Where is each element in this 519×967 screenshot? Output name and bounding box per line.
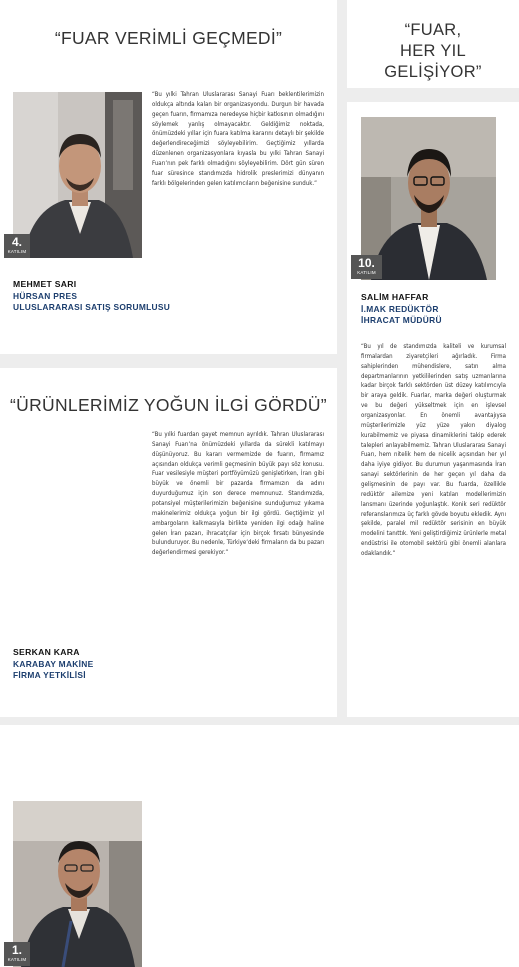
portrait-photo — [13, 801, 142, 967]
portrait-mehmet-sari — [13, 92, 142, 258]
gutter-left-horizontal — [0, 354, 337, 368]
badge-number: 4. — [11, 235, 22, 249]
badge-label: KATILIM — [357, 270, 376, 275]
company-line-1: İ.MAK REDÜKTÖR — [361, 304, 439, 314]
heading-line-2: HER YIL — [400, 42, 466, 60]
article-heading: “FUAR VERİMLİ GEÇMEDİ” — [54, 28, 283, 48]
quote-text: “Bu yılki fuardan gayet memnun ayrıldık. Tahran Uluslararası Sanayi Fuarı’na önümüzdeki yıllarda da sürekli katılmayı düşünüyoruz. Bu kararı vermemizde de fuarın, firmamız açısından oldukça verimli geçmesinin büyük payı söz konusu. Fuar vesilesiyle müşteri portföyümüzü genişletirken, İran gibi büyük ve önemli bir pazarda firmamızın da adını duyurduğumuz için son derece memnunuz. Standımızda, potansiyel müşterilerimizin beğenisine sunduğumuz yıkama makinelerimiz oldukça yoğun bir ilgi gördü. Geçtiğimiz yıl ambargoların kalkmasıyla birlikte yeniden ilgi odağı haline gelen İran pazarı, ihracatçılar için birçok fırsatı bünyesinde bulunduruyor. Bu nedenle, Türkiye’deki firmaların da bu pazarı değerlendirmesi gerekiyor.” — [152, 431, 324, 557]
person-name: SERKAN KARA — [13, 647, 80, 657]
company-line-2: İHRACAT MÜDÜRÜ — [361, 315, 442, 325]
badge-number: 1. — [11, 943, 22, 957]
gutter-middle-vertical — [337, 0, 347, 725]
participation-badge — [4, 942, 30, 966]
article-salim-haffar-heading — [347, 0, 519, 88]
portrait-serkan-kara — [13, 801, 142, 967]
portrait-photo — [13, 92, 142, 258]
company-line-1: KARABAY MAKİNE — [13, 659, 94, 669]
article-mehmet-sari — [0, 0, 337, 354]
article-heading: “ÜRÜNLERİMİZ YOĞUN İLGİ GÖRDÜ” — [10, 395, 327, 415]
heading-line-3: GELİŞİYOR” — [384, 63, 482, 81]
gutter-right-top — [347, 88, 519, 102]
company-line-2: ULUSLARARASI SATIŞ SORUMLUSU — [13, 302, 171, 312]
heading-line-1: “FUAR, — [404, 21, 462, 39]
participation-badge — [351, 255, 382, 279]
participation-badge — [4, 234, 30, 258]
badge-number: 10. — [358, 256, 375, 270]
article-heading — [347, 20, 519, 83]
article-serkan-kara — [0, 368, 337, 962]
quote-text: “Bu yıl de standımızda kaliteli ve kurumsal firmalardan ziyaretçileri ağırladık. Firma sahiplerinden mühendislere, satın alma departmanlarının yetkililerinden satış uzmanlarına kadar birçok farklı sektörden üst düzey katılımcıyla bir araya geldik. Fuarlar, marka değeri oluşturmak ve bu değeri yükseltmek için en işlevsel organizasyonlar. En önemli avantajıysa müşterilerimizle yüz yüze yakın diyalog kurabilmemiz ve piyasa dinamiklerini takip ederek talepleri anlayabilmemiz. Tahran Uluslararası Sanayi Fuarı, hem nitelik hem de nicelik açısından her yıl daha iyiye gidiyor. Bu durumun yaşanmasında İran sanayi sektörlerinin de her geçen yıl daha da gelişmesinin de payı var. Bu fuarda, özellikle redüktör ailemize yeni katılan modellerimizin lansmanı üzerinde yoğunlaştık. Konik seri redüktör referanslarımıza üç farklı gövde boyutu ekledik. Aynı şekilde, paralel mil redüktör serisinin en büyük modelini tanıttık. Yeni geliştirdiğimiz ürünlerle metal endüstrisi ile otomobil sektörü gibi önemli alanlara odaklandık.” — [361, 343, 506, 558]
person-name: MEHMET SARI — [13, 279, 77, 289]
badge-label: KATILIM — [7, 957, 27, 962]
article-salim-haffar — [347, 102, 519, 717]
company-line-1: HÜRSAN PRES — [13, 291, 78, 301]
company-line-2: FİRMA YETKİLİSİ — [13, 670, 86, 680]
quote-text: “Bu yılki Tahran Uluslararası Sanayi Fuarı beklentilerimizin oldukça altında kalan bir organizasyondu. Durgun bir havada geçen fuarın, firmamıza neredeyse hiçbir katkısının olmadığını söylemek yanlış olmayacaktır. Geldiğimiz noktada, önümüzdeki yıllar için fuara katılma kararını detaylı bir şekilde değerlendireceğimizi söyleyebilirim. Geçtiğimiz yıllarda düzenlenen organizasyonlara kıyasla bu yılki Tahran Sanayi Fuarı’nın pek farklı olmadığını söyleyebilirim. Dört gün süren fuar süresince standımızda hidrolik preslerimizi dünyanın farklı bölgelerinden gelen katılımcıların beğenisine sunduk.” — [152, 91, 324, 187]
gutter-bottom — [0, 717, 519, 725]
person-name: SALİM HAFFAR — [361, 292, 429, 302]
badge-label: KATILIM — [7, 249, 27, 254]
